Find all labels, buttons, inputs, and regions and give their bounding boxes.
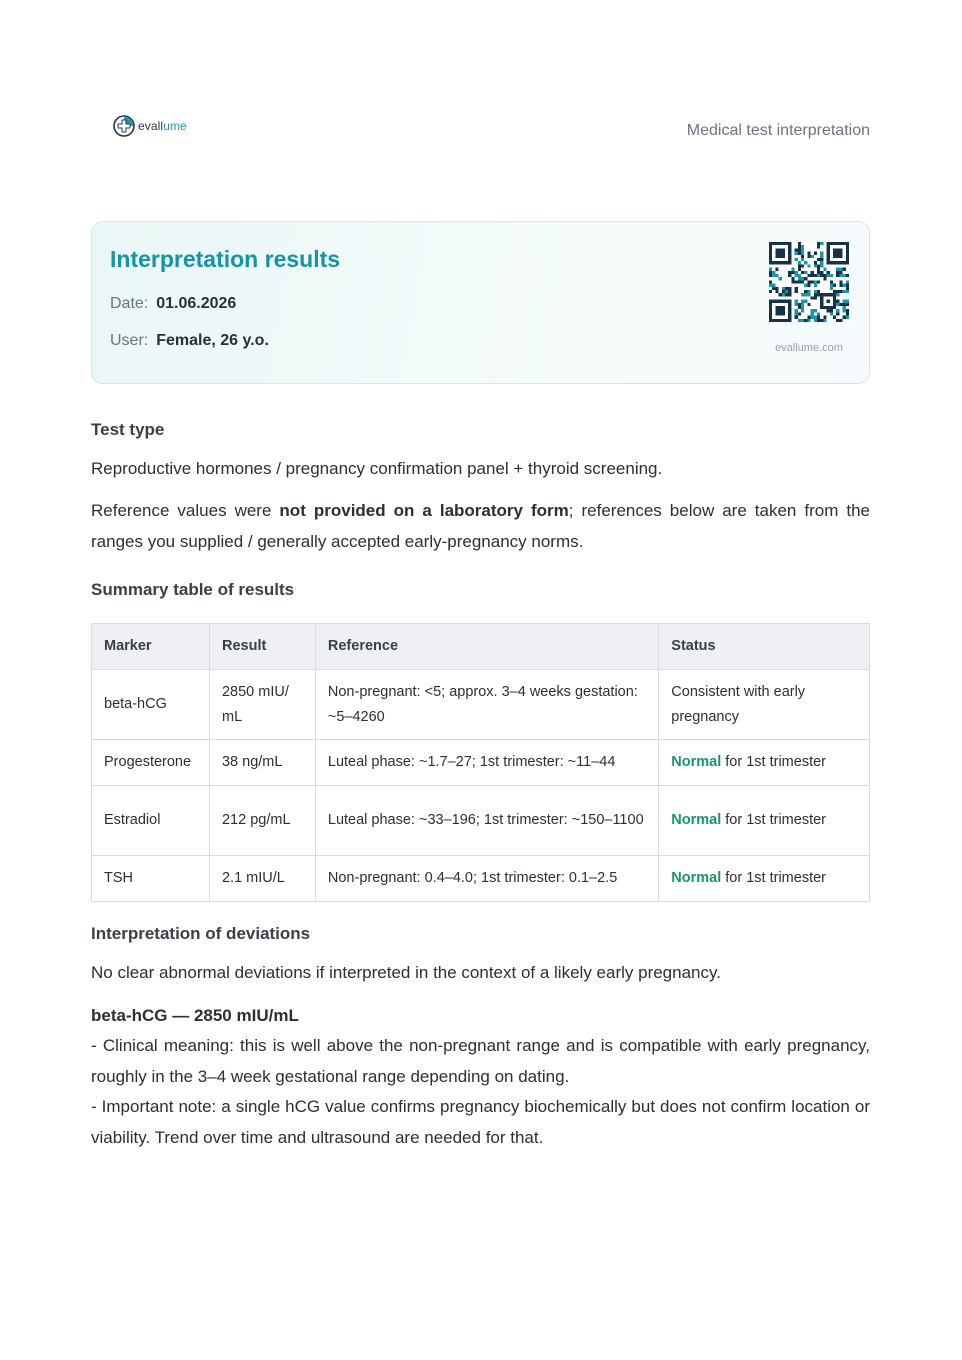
status-normal-label: Normal (671, 812, 722, 829)
user-label: User: (110, 332, 149, 349)
column-header: Status (659, 624, 870, 670)
status-cell: Normal for 1st trimester (659, 786, 870, 856)
reference-cell: Non-pregnant: <5; approx. 3–4 weeks gestation: ~5–4260 (315, 670, 658, 740)
result-cell: 2850 mIU/ mL (209, 670, 315, 740)
result-cell: 38 ng/mL (209, 740, 315, 786)
summary-heading: Summary table of results (91, 580, 295, 599)
marker-cell: TSH (92, 856, 210, 902)
column-header: Marker (92, 624, 210, 670)
deviations-line: No clear abnormal deviations if interpreted in the context of a likely early pregnancy. (91, 963, 721, 982)
date-row (110, 295, 236, 313)
reference-note: Reference values were not provided on a laboratory form; references below are taken from the ranges you supplied / generally accepted early-pregnancy norms. (91, 501, 871, 551)
header-tagline: Medical test interpretation (686, 122, 870, 139)
status-normal-label: Normal (671, 870, 722, 887)
hcg-clinical-meaning: - Clinical meaning: this is well above the non-pregnant range and is compatible with early pregnancy, roughly in the 3–4 week gestational range depending on dating. (91, 1036, 870, 1086)
card-title: Interpretation results (110, 246, 341, 272)
user-row (110, 332, 269, 350)
deviations-heading: Interpretation of deviations (91, 924, 311, 943)
date-value: 01.06.2026 (156, 295, 237, 312)
result-cell: 2.1 mIU/L (209, 856, 315, 902)
results-summary-card (91, 221, 870, 384)
brand-logo (113, 115, 187, 137)
marker-cell: Progesterone (92, 740, 210, 786)
reference-cell: Non-pregnant: 0.4–4.0; 1st trimester: 0.1–2.5 (315, 856, 658, 902)
medical-cross-icon (113, 115, 135, 137)
hcg-important-note: - Important note: a single hCG value confirms pregnancy biochemically but does not confirm location or viability. Trend over time and ultrasound are needed for that. (91, 1097, 870, 1147)
result-cell: 212 pg/mL (209, 786, 315, 856)
table-header-row (92, 624, 870, 670)
marker-cell: Estradiol (92, 786, 210, 856)
table-row (92, 740, 870, 786)
reference-cell: Luteal phase: ~1.7–27; 1st trimester: ~11–44 (315, 740, 658, 786)
test-type-line: Reproductive hormones / pregnancy confirmation panel + thyroid screening. (91, 459, 663, 478)
table-row (92, 670, 870, 740)
hcg-subheading: beta-hCG — 2850 mIU/mL (91, 1006, 299, 1025)
column-header: Result (209, 624, 315, 670)
reference-cell: Luteal phase: ~33–196; 1st trimester: ~150–1100 (315, 786, 658, 856)
test-type-heading: Test type (91, 420, 165, 439)
table-row (92, 856, 870, 902)
qr-code-icon[interactable] (769, 242, 849, 322)
status-cell: Consistent with early pregnancy (659, 670, 870, 740)
column-header: Reference (315, 624, 658, 670)
user-value: Female, 26 y.o. (156, 332, 269, 349)
status-cell: Normal for 1st trimester (659, 856, 870, 902)
results-table (91, 623, 870, 902)
status-cell: Normal for 1st trimester (659, 740, 870, 786)
date-label: Date: (110, 295, 149, 312)
table-row (92, 786, 870, 856)
status-normal-label: Normal (671, 754, 722, 771)
logo-wordmark: evallume (138, 119, 187, 133)
qr-caption: evallume.com (775, 342, 843, 354)
reference-note-bold: not provided on a laboratory form (279, 501, 569, 520)
marker-cell: beta-hCG (92, 670, 210, 740)
